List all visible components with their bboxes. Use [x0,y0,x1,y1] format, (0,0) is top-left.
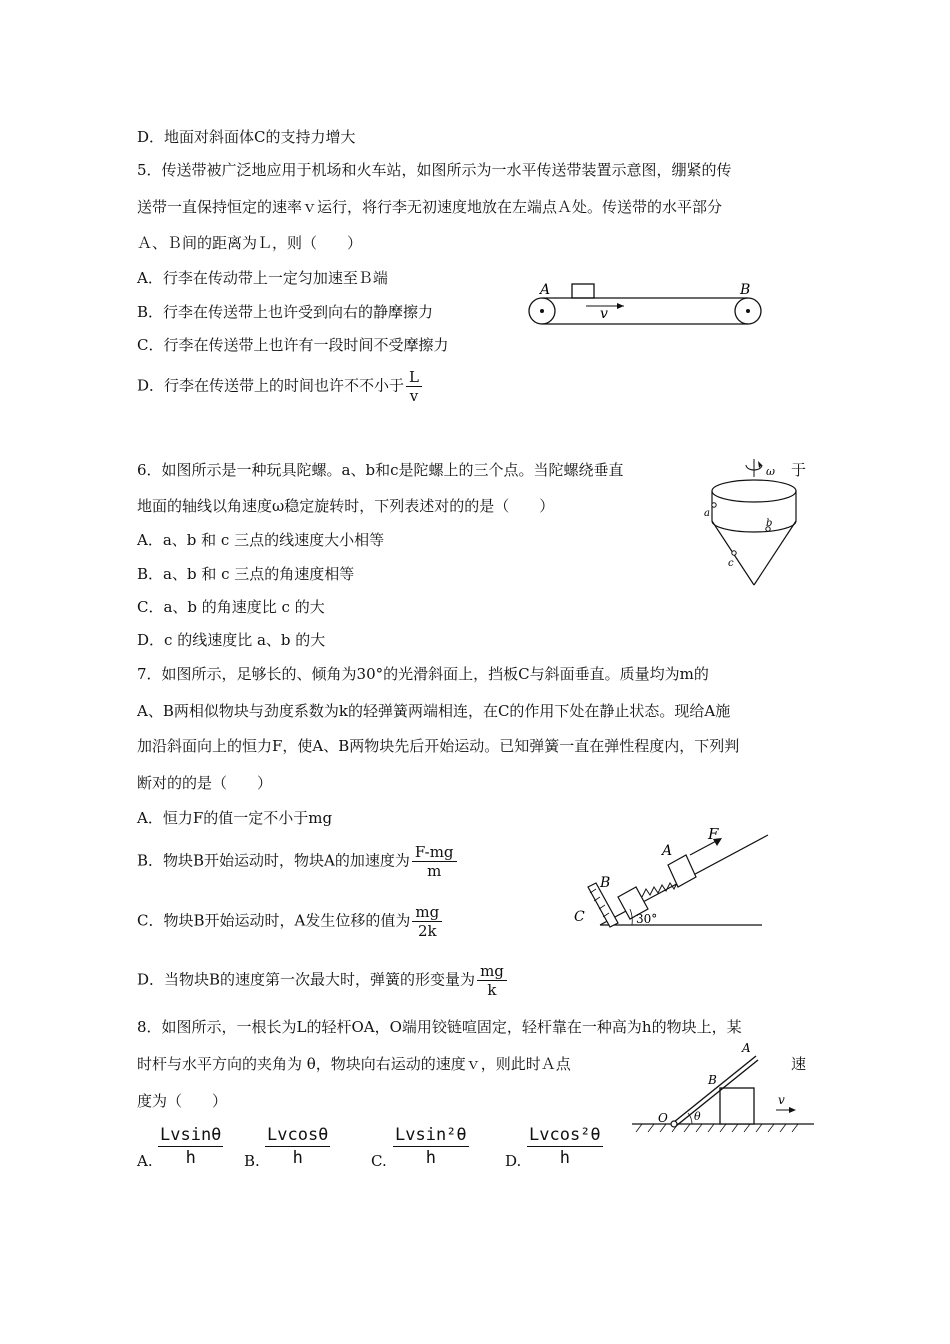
top-label-b: b [766,518,773,529]
rod-label-o: O [658,1111,668,1125]
top-label-omega: ω [766,465,775,478]
fraction-mg-over-k: $\frac{mg}{k}$ [477,962,507,999]
block-a [668,855,696,887]
hinge-o [671,1121,677,1127]
q8-option-b-fraction: Lvcosθ h [267,1125,329,1168]
q7-option-c [137,903,442,940]
q8-stem-line1: 8．如图所示，一根长为L的轻杆OA，O端用铰链喧固定，轻杆靠在一种高为h的物块上，某 [137,1018,742,1036]
conveyor-belt-figure [528,280,768,328]
incline-label-c: C [574,909,585,925]
incline-spring-figure [572,825,772,935]
q7-stem-line3: 加沿斜面向上的恒力F，使A、B两物块先后开始运动。已知弹簧一直在弹性程度内，下列判 [137,737,740,755]
incline-label-a: A [662,843,673,859]
q6-stem-line2: 地面的轴线以角速度ω稳定旋转时，下列表述对的的是（ ） [137,497,555,515]
q5-option-a: A．行李在传动带上一定匀加速至Ｂ端 [137,269,388,287]
q7-option-d-text: D．当物块B的速度第一次最大时，弹簧的形变量为 [137,970,476,989]
top-label-a: a [704,508,710,519]
rod-label-theta: θ [694,1110,701,1123]
q6-option-b: B．a、b 和 c 三点的角速度相等 [137,565,355,583]
q8-option-a-fraction: Lvsinθ h [160,1125,222,1168]
fraction-mg-over-2k: $\frac{mg}{2k}$ [412,903,442,940]
q7-option-c-text: C．物块B开始运动时，A发生位移的值为 [137,911,411,930]
q6-stem-line1: 6．如图所示是一种玩具陀螺。a、b和c是陀螺上的三个点。当陀螺绕垂直 [137,461,624,479]
q7-option-d [137,962,507,999]
q8-option-d-label: D. [505,1152,522,1170]
belt-label-v: v [600,306,608,322]
belt-label-b: B [740,282,751,298]
q8-option-c-fraction: Lvsin²θ h [395,1125,467,1168]
q5-option-d-text: D．行李在传送带上的时间也许不不小于 [137,376,405,395]
point-a [712,503,716,507]
point-c [732,551,736,555]
block [720,1088,754,1124]
q6-option-d: D．c 的线速度比 a、b 的大 [137,631,326,649]
q6-stem-line1-end: 于 [791,461,807,479]
q4-option-d: D．地面对斜面体C的支持力增大 [137,128,356,146]
q7-option-a: A．恒力F的值一定不小于mg [137,809,333,827]
q8-option-c-label: C. [371,1152,387,1170]
rod-label-b: B [708,1073,717,1087]
q6-option-a: A．a、b 和 c 三点的线速度大小相等 [137,531,385,549]
q5-stem-line3: Ａ、Ｂ间的距离为Ｌ，则（ ） [137,234,363,252]
q7-stem-line2: A、B两相似物块与劲度系数为k的轻弹簧两端相连，在C的作用下处在静止状态。现给A施 [137,702,731,720]
q7-option-b [137,843,457,880]
spinning-top-figure [696,455,806,591]
q7-option-b-text: B．物块B开始运动时，物块A的加速度为 [137,851,410,870]
q5-option-d [137,368,422,405]
q5-option-c: C．行李在传送带上也许有一段时间不受摩擦力 [137,336,449,354]
q5-option-b: B．行李在传送带上也许受到向右的静摩擦力 [137,303,434,321]
rod-label-a: A [742,1041,751,1055]
fraction-l-over-v: $\frac{L}{v}$ [406,368,422,405]
q8-option-d-fraction: Lvcos²θ h [529,1125,601,1168]
incline-label-angle: 30° [636,912,658,926]
q5-stem-line2: 送带一直保持恒定的速率ｖ运行，将行李无初速度地放在左端点Ａ处。传送带的水平部分 [137,198,723,216]
fraction-f-mg-over-m: $\frac{F-mg}{m}$ [412,843,457,880]
luggage-block [572,284,594,298]
q8-stem-line2-end: 速 [791,1055,807,1073]
rod-label-v: v [778,1093,785,1107]
belt-label-a: A [540,282,551,298]
incline-label-b: B [600,875,611,891]
q8-stem-line3: 度为（ ） [137,1092,228,1110]
q8-option-b-label: B. [244,1152,260,1170]
q8-stem-line2: 时杆与水平方向的夹角为 θ，物块向右运动的速度ｖ，则此时Ａ点 [137,1055,571,1073]
q7-stem-line4: 断对的的是（ ） [137,774,273,792]
rod-block-figure [628,1040,818,1136]
q5-stem-line1: 5．传送带被广泛地应用于机场和火车站，如图所示为一水平传送带装置示意图，绷紧的传 [137,161,732,179]
q7-stem-line1: 7．如图所示，足够长的、倾角为30°的光滑斜面上，挡板C与斜面垂直。质量均为m的 [137,665,709,683]
incline-label-f: F [708,825,719,843]
q6-option-c: C．a、b 的角速度比 c 的大 [137,598,325,616]
q8-option-a-label: A. [137,1152,153,1170]
top-label-c: c [728,558,734,569]
